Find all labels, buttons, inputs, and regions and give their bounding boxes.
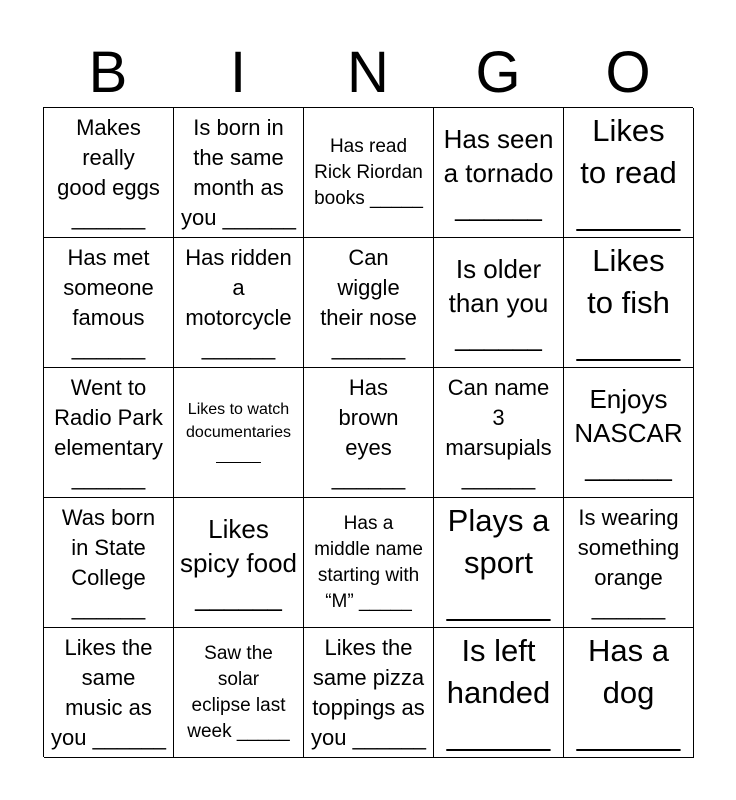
bingo-cell-text: Went to Radio Park elementary ______ bbox=[54, 374, 163, 490]
bingo-cell[interactable] bbox=[174, 628, 304, 758]
header-letter-b: B bbox=[88, 40, 128, 105]
header-letter-g: G bbox=[475, 40, 521, 105]
bingo-cell[interactable] bbox=[174, 368, 304, 498]
bingo-cell-text: Has brown eyes ______ bbox=[331, 374, 406, 490]
bingo-cell[interactable] bbox=[434, 368, 564, 498]
bingo-cell-text: Is wearing something orange ______ bbox=[577, 504, 680, 620]
bingo-cell[interactable] bbox=[564, 238, 694, 368]
bingo-cell-text: Is born in the same month as you ______ bbox=[181, 114, 296, 230]
bingo-cell-text: Likes the same music as you ______ bbox=[51, 634, 166, 750]
bingo-cell-text: Likes to fish ______ bbox=[576, 242, 681, 362]
bingo-cell[interactable] bbox=[174, 498, 304, 628]
bingo-cell-text: Enjoys NASCAR ______ bbox=[574, 383, 683, 482]
bingo-cell-text: Has seen a tornado ______ bbox=[443, 123, 554, 222]
bingo-cell[interactable] bbox=[174, 108, 304, 238]
bingo-cell[interactable] bbox=[564, 108, 694, 238]
bingo-cell[interactable] bbox=[44, 238, 174, 368]
bingo-cell[interactable] bbox=[564, 498, 694, 628]
bingo-cell[interactable] bbox=[564, 368, 694, 498]
bingo-cell-text: Likes the same pizza toppings as you ______ bbox=[311, 634, 426, 750]
bingo-cell[interactable] bbox=[44, 368, 174, 498]
header-letter-i: I bbox=[229, 40, 247, 105]
bingo-cell[interactable] bbox=[44, 628, 174, 758]
bingo-cell-text: Is left handed ______ bbox=[446, 632, 551, 752]
bingo-cell-text: Was born in State College ______ bbox=[61, 504, 156, 620]
header-letter-n: N bbox=[347, 40, 389, 105]
bingo-cell-text: Has ridden a motorcycle ______ bbox=[185, 244, 292, 360]
bingo-cell-text: Is older than you ______ bbox=[448, 253, 549, 352]
bingo-cell[interactable] bbox=[44, 498, 174, 628]
bingo-cell-text: Has met someone famous ______ bbox=[63, 244, 154, 360]
header-letter-o: O bbox=[605, 40, 651, 105]
bingo-header bbox=[43, 40, 693, 106]
bingo-cell[interactable] bbox=[304, 238, 434, 368]
bingo-cell[interactable] bbox=[434, 628, 564, 758]
bingo-cell-text: Likes to read ______ bbox=[576, 112, 681, 232]
bingo-cell[interactable] bbox=[304, 368, 434, 498]
bingo-cell-text: Has a dog ______ bbox=[576, 632, 681, 752]
bingo-cell[interactable] bbox=[434, 238, 564, 368]
bingo-cell[interactable] bbox=[44, 108, 174, 238]
bingo-cell[interactable] bbox=[434, 108, 564, 238]
bingo-cell-text: Can name 3 marsupials ______ bbox=[445, 374, 552, 490]
bingo-cell[interactable] bbox=[304, 498, 434, 628]
bingo-cell-text: Has read Rick Riordan books _____ bbox=[314, 135, 423, 209]
bingo-cell-text: Has a middle name starting with “M” _____ bbox=[314, 512, 423, 612]
bingo-cell[interactable] bbox=[174, 238, 304, 368]
bingo-cell[interactable] bbox=[304, 108, 434, 238]
bingo-cell[interactable] bbox=[564, 628, 694, 758]
bingo-cell-text: Likes spicy food ______ bbox=[179, 513, 298, 612]
bingo-cell-text: Makes really good eggs ______ bbox=[57, 114, 160, 230]
bingo-cell-text: Can wiggle their nose ______ bbox=[320, 244, 417, 360]
bingo-grid bbox=[43, 107, 693, 757]
bingo-cell[interactable] bbox=[304, 628, 434, 758]
bingo-cell-text: Likes to watch documentaries _____ bbox=[186, 401, 291, 464]
bingo-cell[interactable] bbox=[434, 498, 564, 628]
bingo-cell-text: Saw the solar eclipse last week _____ bbox=[187, 642, 290, 742]
bingo-cell-text: Plays a sport ______ bbox=[446, 502, 551, 622]
